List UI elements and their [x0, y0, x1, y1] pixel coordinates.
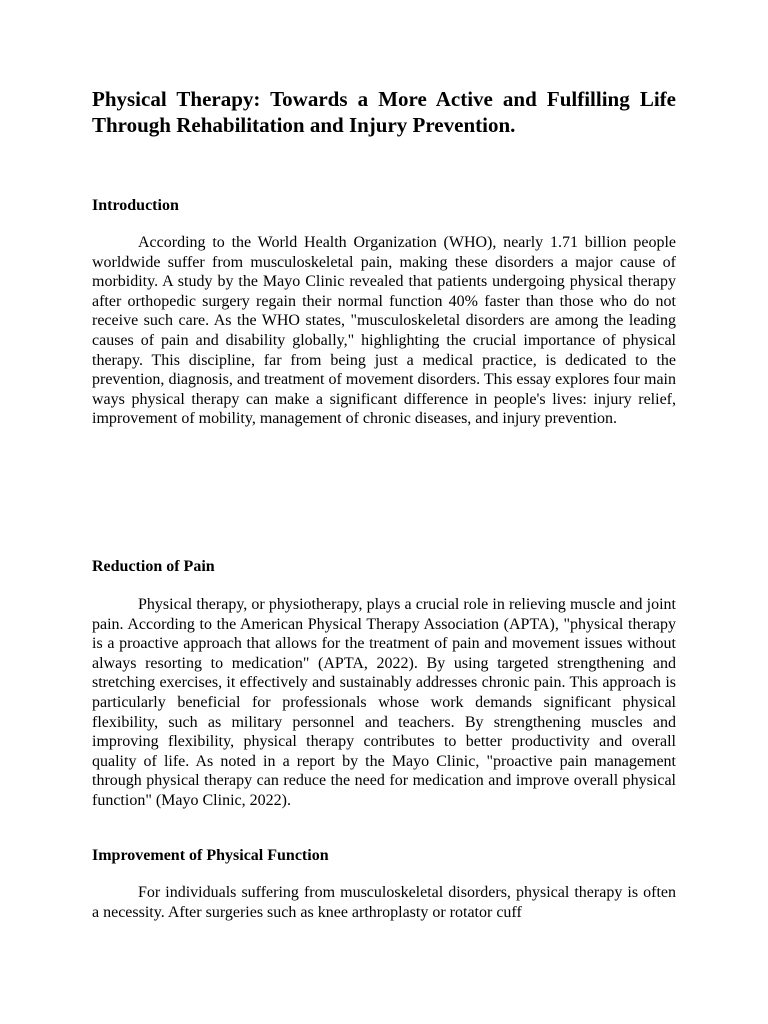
section-heading-introduction: Introduction: [92, 197, 179, 214]
section-paragraph-improvement-of-physical-function: For individuals suffering from musculoskeletal disorders, physical therapy is often a necessity. After surgeries such as knee arthroplasty or rotator cuff: [92, 884, 676, 921]
section-paragraph-introduction: According to the World Health Organization (WHO), nearly 1.71 billion people worldwide suffer from musculoskeletal pain, making these disorders a major cause of morbidity. A study by the Mayo Clinic revealed that patients undergoing physical therapy after orthopedic surgery regain their normal function 40% faster than those who do not receive such care. As the WHO states, "musculoskeletal disorders are among the leading causes of pain and disability globally," highlighting the crucial importance of physical therapy. This discipline, far from being just a medical practice, is dedicated to the prevention, diagnosis, and treatment of movement disorders. This essay explores four main ways physical therapy can make a significant difference in people's lives: injury relief, improvement of mobility, management of chronic diseases, and injury prevention.: [92, 234, 676, 428]
section-heading-reduction-of-pain: Reduction of Pain: [92, 558, 215, 575]
section-heading-improvement-of-physical-function: Improvement of Physical Function: [92, 847, 329, 864]
section-paragraph-reduction-of-pain: Physical therapy, or physiotherapy, plays a crucial role in relieving muscle and joint pain. According to the American Physical Therapy Association (APTA), "physical therapy is a proactive approach that allows for the treatment of pain and movement issues without always resorting to medication" (APTA, 2022). By using targeted strengthening and stretching exercises, it effectively and sustainably addresses chronic pain. This approach is particularly beneficial for professionals whose work demands significant physical flexibility, such as military personnel and teachers. By strengthening muscles and improving flexibility, physical therapy contributes to better productivity and overall quality of life. As noted in a report by the Mayo Clinic, "proactive pain management through physical therapy can reduce the need for medication and improve overall physical function" (Mayo Clinic, 2022).: [92, 596, 676, 809]
document-title: Physical Therapy: Towards a More Active and Fulfilling Life Through Rehabilitation and Injury Prevention.: [92, 87, 676, 137]
